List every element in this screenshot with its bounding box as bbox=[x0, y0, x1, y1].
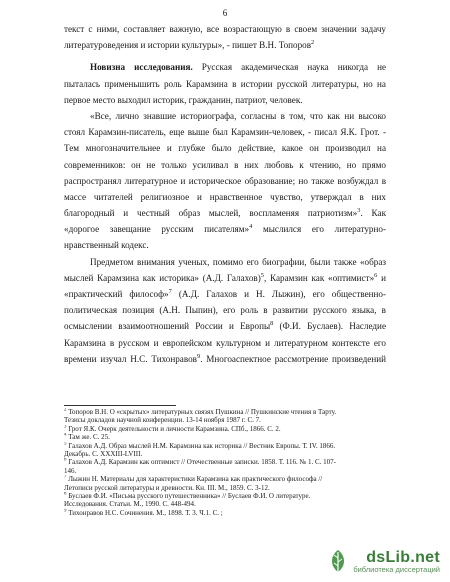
footnote-ref: 4 bbox=[249, 223, 253, 231]
footnote: Тезисы докладов научной конференции. 13-14 ноября 1987 г. С. 7. bbox=[64, 416, 261, 425]
footnote: $^9$ Тихонравов Н.С. Сочинения. М., 1898. Т. 3. Ч.1. С. ; bbox=[64, 508, 223, 517]
text-line: текст с ними, составляет важную, все возрастающую в своем значении задачу bbox=[64, 24, 386, 34]
text-line: «Все, лично знавшие историографа, согласны в том, что как ни высоко bbox=[90, 110, 386, 121]
watermark-logo[interactable] bbox=[327, 548, 440, 574]
text-line: осмыслении взаимоотношений России и Европы$^8$ (Ф.И. Буслаев). Наследие bbox=[64, 320, 386, 332]
page-number: 6 bbox=[222, 8, 228, 18]
text-line: литературоведения и истории культуры», - пишет В.Н. Топоров$^2$ bbox=[64, 39, 315, 51]
footnote: $^5$ Галахов А.Д. Образ мыслей Н.М. Карамзина как историка // Вестник Европы. Т. IV. 1866. bbox=[64, 441, 336, 450]
footnote: $^2$ Топоров В.Н. О «скрытых» литературных связях Пушкина // Пушкинские чтения в Тарту. bbox=[64, 408, 337, 416]
text-line: Предметом внимания ученых, помимо его биографии, были также «образ bbox=[90, 256, 386, 267]
footnote-separator bbox=[64, 405, 176, 406]
footnote-ref: 8 bbox=[270, 320, 274, 328]
text-line: пыталась применышить роль Карамзина в истории русской литературы, но на bbox=[64, 78, 386, 89]
footnotes bbox=[64, 408, 386, 517]
footnote: Исследования. Статьи. М., 1990. С. 448-494. bbox=[64, 500, 196, 509]
footnote: 146. bbox=[64, 466, 77, 475]
text-line: первое место выходил историк, гражданин, патриот, человек. bbox=[64, 94, 303, 105]
footnote-ref: 5 bbox=[260, 271, 264, 279]
leaf-icon bbox=[327, 548, 349, 574]
footnote-ref: 9 bbox=[196, 352, 201, 360]
footnote-ref: 3 bbox=[357, 207, 361, 215]
text-line: современников: он не только усиливал в них любовь к чтению, но прямо bbox=[64, 159, 386, 170]
footnote: $^4$ Там же. С. 25. bbox=[64, 433, 110, 442]
text-line: Тем многозначительнее и глубже было действие, какое он производил на bbox=[64, 143, 386, 154]
text-line: стоял Карамзин-писатель, еще выше был Карамзин-человек, - писал Я.К. Грот. - bbox=[64, 127, 386, 138]
text-line: распространял литературное и историческое образование; но также возбуждал в bbox=[64, 175, 386, 186]
footnote: Летописи русской литературы и древности. Кн. III. М., 1859. С. 3-12. bbox=[64, 483, 270, 492]
text-line: политическая позиция (А.Н. Пыпин), его роль в развитии русского языка, в bbox=[64, 305, 386, 316]
text-line: мыслей Карамзина как историка» (А.Д. Галахов)$^5$, Карамзин как «оптимист»$^6$ и bbox=[64, 271, 386, 283]
footnote-ref: 6 bbox=[374, 271, 378, 279]
section-heading: Новизна исследования. bbox=[90, 62, 193, 73]
footnote: Декабрь. С. XXXIII-LVIII. bbox=[64, 450, 143, 459]
footnote: $^8$ Буслаев Ф.И. «Письма русского путешественника» // Буслаев Ф.И. О литературе. bbox=[64, 492, 311, 501]
main-text bbox=[64, 21, 386, 367]
text-line: времени изучал Н.С. Тихонравов$^9$. Многоаспектное рассмотрение произведений bbox=[64, 352, 386, 364]
text-line: Карамзина в русском и европейском культурном и литературном контексте его bbox=[64, 337, 386, 348]
text-line: «дорогое завещание русским писателям»$^4$ мыслился его литературно- bbox=[64, 223, 386, 235]
footnote: $^6$ Галахов А.Д. Карамзин как оптимист // Отечественные записки. 1858. Т. 116. № 1. С. 107- bbox=[64, 458, 336, 467]
footnote-ref: 2 bbox=[311, 39, 315, 47]
text-line: Новизна исследования. Русская академическая наука никогда не bbox=[90, 62, 386, 73]
text-line: благородный и честный образ мыслей, воспламеняя патриотизм»$^3$. Как bbox=[64, 207, 386, 219]
footnote: $^7$ Лыжин Н. Материалы для характеристики Карамзина как практического философа // bbox=[64, 475, 323, 484]
footnote-ref: 7 bbox=[168, 287, 172, 295]
watermark-subtitle: библиотека диссертаций bbox=[353, 564, 440, 574]
watermark-title: dsLib.net bbox=[366, 548, 440, 566]
footnote: $^3$ Грот Я.К. Очерк деятельности и личности Карамзина. СПб., 1866. С. 2. bbox=[64, 424, 281, 433]
text-line: нравственный кодекс. bbox=[64, 240, 149, 251]
text-line: «практический философ»$^7$ (А.Д. Галахов и Н. Лыжин), его общественно- bbox=[64, 287, 386, 299]
text-line: массе читателей религиозное и нравственное чувство, утверждал в них bbox=[64, 191, 386, 202]
